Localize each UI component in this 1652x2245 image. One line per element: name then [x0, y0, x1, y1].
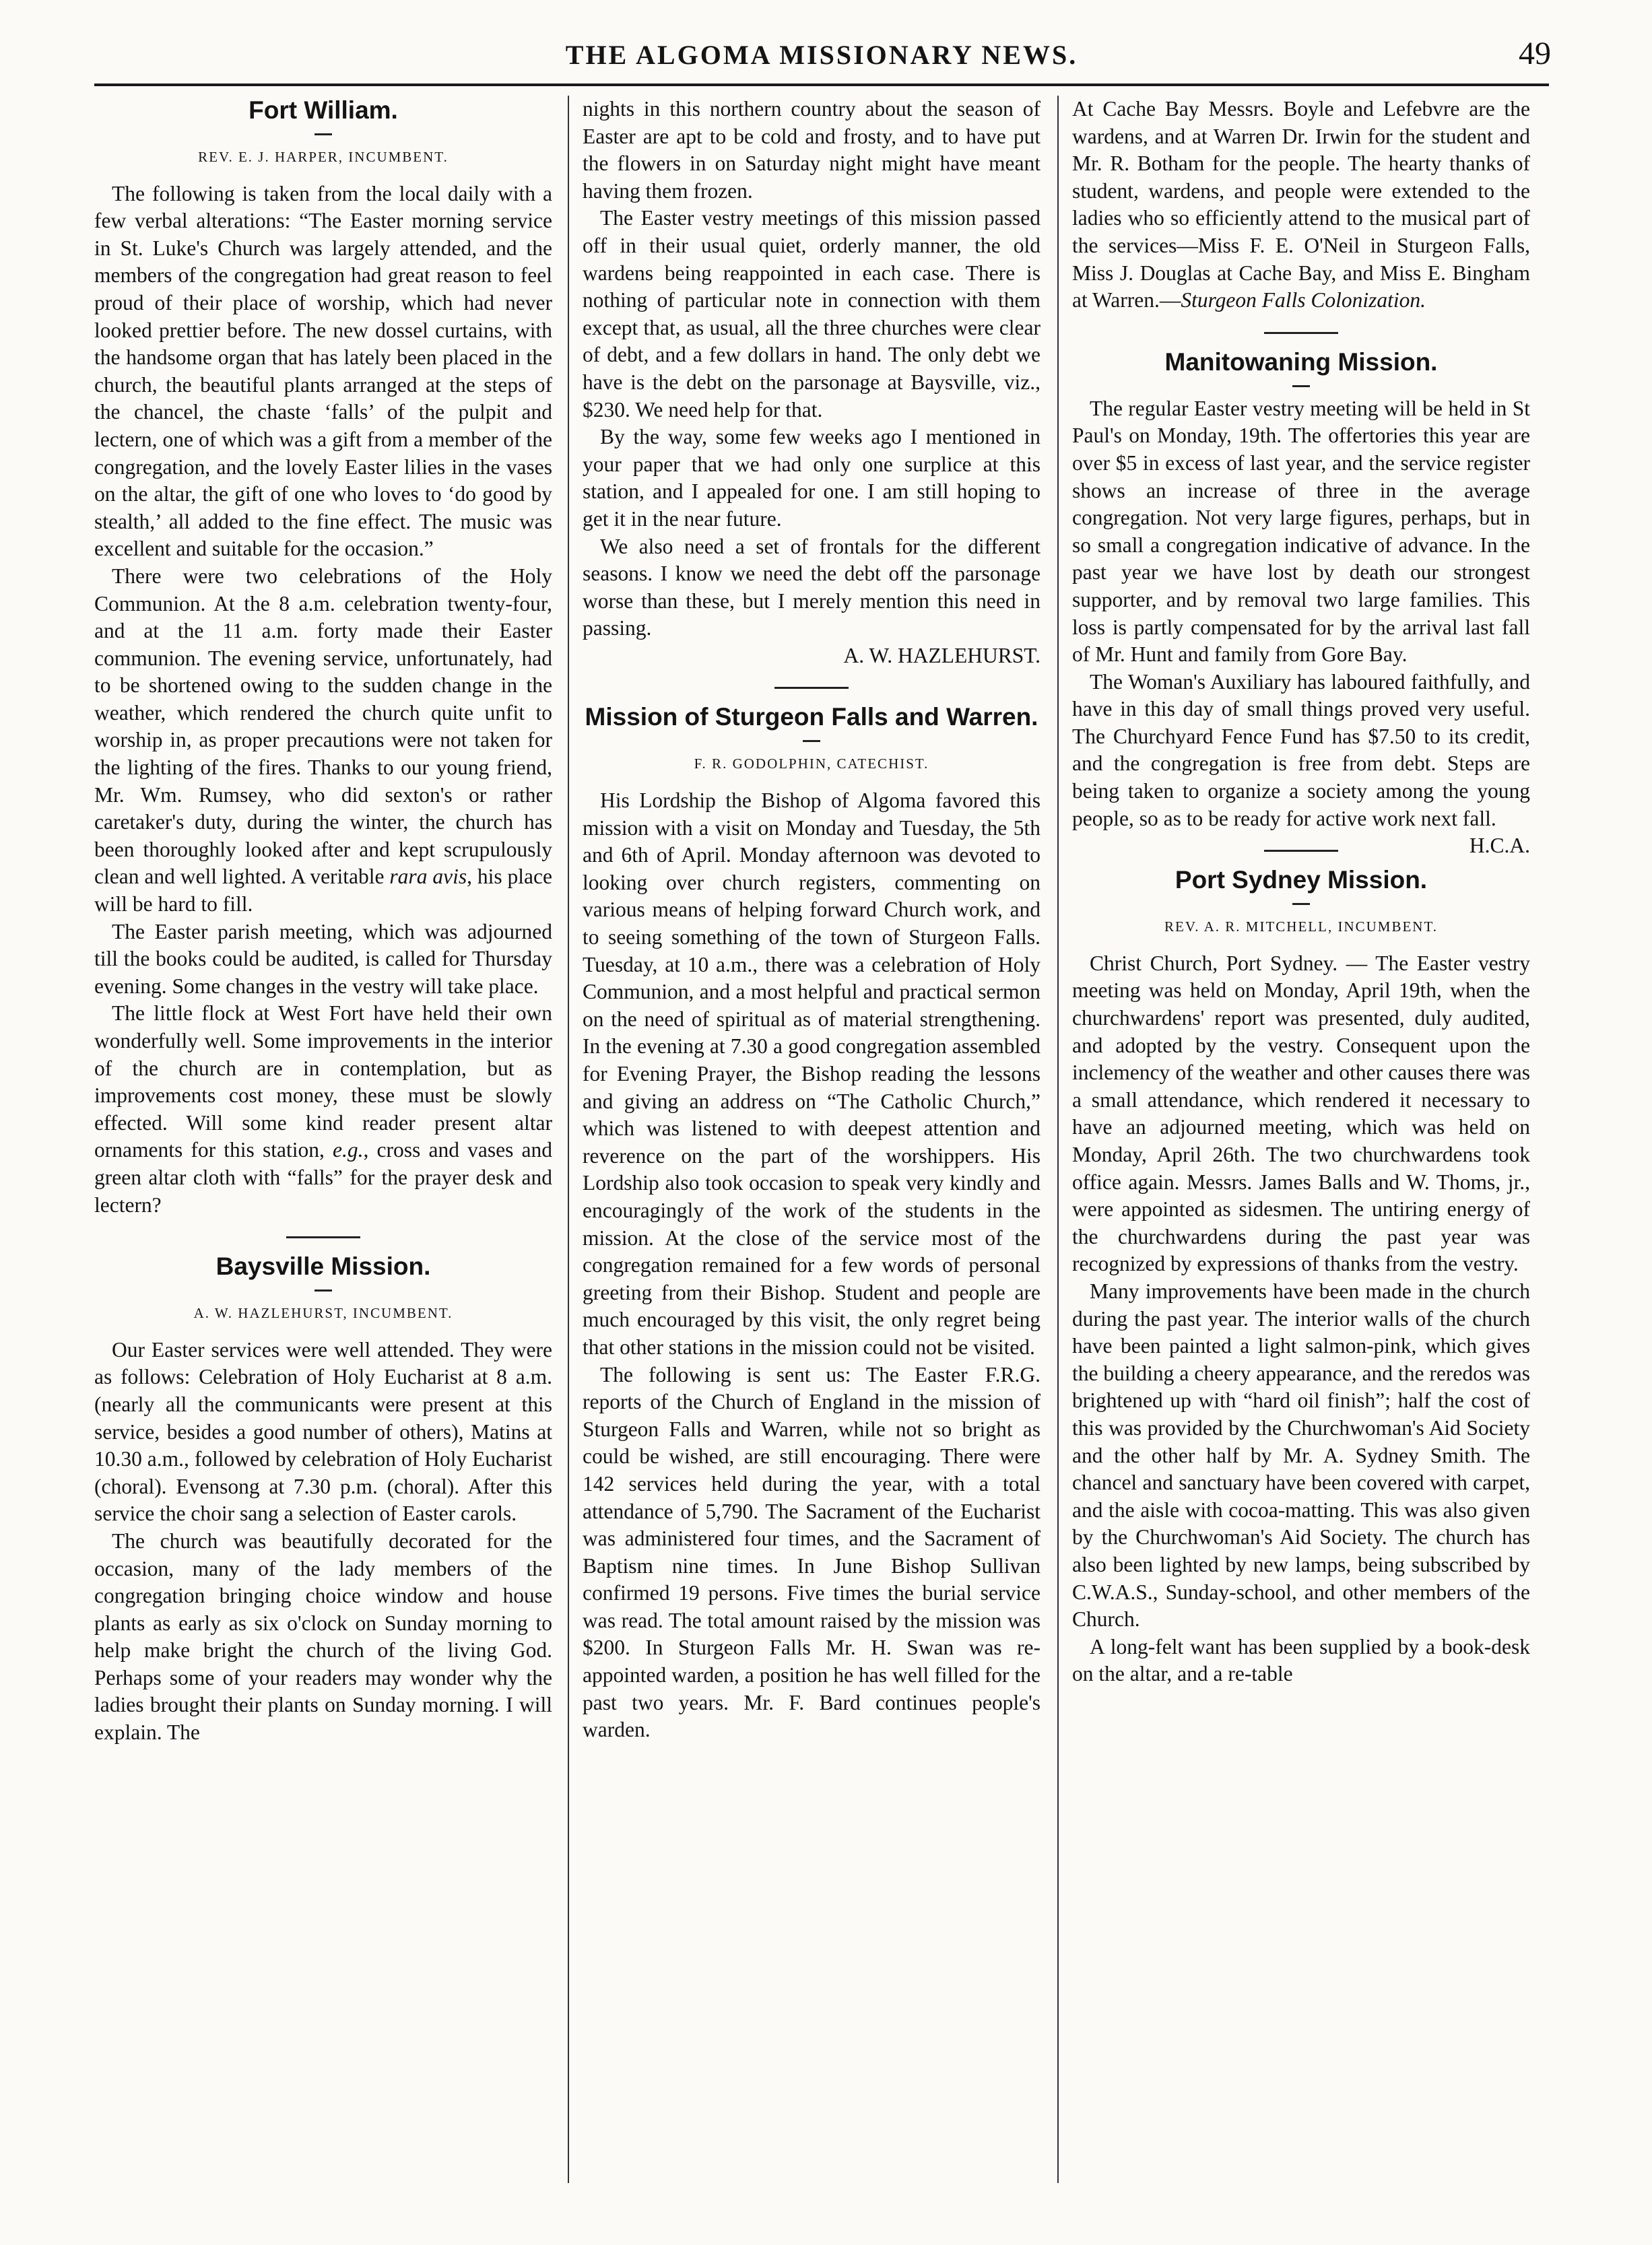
- article-title-port-sydney: Port Sydney Mission.: [1175, 866, 1428, 894]
- section-separator: [774, 687, 849, 689]
- column-3: [1072, 96, 1530, 1688]
- paragraph: The Easter parish meeting, which was adjourned till the books could be audited, is called for Thursday evening. Some changes in the vestry will take place.: [94, 919, 552, 998]
- paragraph: By the way, some few weeks ago I mentioned in your paper that we had only one surplice at this station, and I appealed for one. I am still hoping to get it in the near future.: [583, 425, 1040, 531]
- paragraph: The Easter vestry meetings of this mission passed off in their usual quiet, orderly manner, the old wardens being reappointed in each case. There is nothing of particular note in connection with them except that, as usual, all the three churches were clear of debt, and a few dollars in hand. The only debt we have is the debt on the parsonage at Baysville, viz., $230. We need help for that.: [583, 206, 1040, 422]
- title-dash: [315, 133, 332, 135]
- paragraph: Many improvements have been made in the church during the past year. The interior walls of the church have been painted a light salmon-pink, which gives the building a cheery appearance, and the reredos was brightened up with “hard oil finish”; half the cost of this was provided by the Churchwoman's Aid Society and the other half by Mr. A. Sydney Smith. The chancel and sanctuary have been covered with carpet, and the aisle with cocoa-matting. This was also given by the Churchwoman's Aid Society. The church has also been lighted by new lamps, being subscribed by C.W.A.S., Sunday-school, and other members of the Church.: [1072, 1279, 1530, 1632]
- signature: F.R.G.: [985, 1362, 1040, 1386]
- paragraph-text: , his place will be hard to fill.: [94, 865, 552, 916]
- paragraph-text: At Cache Bay Messrs. Boyle and Lefebvre are the wardens, and at Warren Dr. Irwin for the student and Mr. R. Botham for the people. The hearty thanks of student, wardens, and people were extended to the ladies who so efficiently attend to the musical part of the services—Miss F. E. O'Neil in Sturgeon Falls, Miss J. Douglas at Cache Bay, and Miss E. Bingham at Warren.—: [1072, 97, 1530, 312]
- running-head-title: THE ALGOMA MISSIONARY NEWS.: [565, 40, 1078, 70]
- paragraph-text: The Woman's Auxiliary has laboured faithfully, and have in this day of small things proved very useful. The Churchyard Fence Fund has $7.50 to its credit, and the congregation is free from debt. Steps are being taken to organize a society among the young people, so as to be ready for active work next fall.: [1072, 669, 1530, 830]
- section-separator: [1264, 850, 1338, 852]
- paragraph: [94, 563, 552, 918]
- paragraph: [1072, 669, 1530, 858]
- section-separator: [1264, 332, 1338, 334]
- paragraph: [583, 787, 1040, 1386]
- title-dash: [1292, 385, 1310, 387]
- paragraph-text: There were two celebrations of the Holy Communion. At the 8 a.m. celebration twenty-four, and at the 11 a.m. forty made their Easter communion. The evening service, unfortunately, had to be shortened owing to the sudden change in the weather, which rendered the church quite unfit to worship in, as proper precautions were not taken for the lighting of the fires. Thanks to our young friend, Mr. Wm. Rumsey, who did sexton's or rather caretaker's duty, during the winter, the church has been thoroughly looked after and kept scrupulously clean and well lighted. A veritable: [94, 564, 552, 889]
- paragraph: The church was beautifully decorated for the occasion, many of the lady members of the congregation bringing choice window and house plants as early as six o'clock on Sunday morning to help make bright the church of the living God. Perhaps some of your readers may wonder why the ladies brought their plants on Sunday morning. I will explain. The: [94, 1529, 552, 1745]
- title-dash: [315, 1289, 332, 1292]
- article-title-fort-william: Fort William.: [249, 96, 398, 124]
- signature: H.C.A.: [1469, 834, 1530, 858]
- byline-port-sydney: REV. A. R. MITCHELL, INCUMBENT.: [1164, 918, 1438, 935]
- paragraph: Christ Church, Port Sydney. — The Easter vestry meeting was held on Monday, April 19th, when the churchwardens' report was presented, duly audited, and adopted by the vestry. Consequent upon the inclemency of the weather and other causes there was a small attendance, which rendered it necessary to have an adjourned meeting, which was held on Monday, April 26th. The two churchwardens took office again. Messrs. James Balls and W. Thoms, jr., were appointed as sidesmen. The untiring energy of the churchwardens during the past year was recognized by expressions of thanks from the vestry.: [1072, 951, 1530, 1276]
- paragraph-text: His Lordship the Bishop of Algoma favored this mission with a visit on Monday and Tuesday, the 5th and 6th of April. Monday afternoon was devoted to looking over church registers, commenting on various means of helping forward Church work, and to seeing something of the town of Sturgeon Falls. Tuesday, at 10 a.m., there was a celebration of Holy Communion, and a most helpful and practical sermon on the need of spiritual as of material strengthening. In the evening at 7.30 a good congregation assembled for Evening Prayer, the Bishop reading the lessons and giving an address on “The Catholic Church,” which was listened to with deepest attention and reverence on the part of the worshippers. His Lordship also took occasion to speak very kindly and encouragingly of the work of the students in the mission. At the close of the service most of the congregation remained for a few words of personal greeting from their Bishop. Student and people are much encouraged by this visit, the only regret being that other stations in the mission could not be visited.: [583, 789, 1040, 1359]
- italic-phrase: rara avis: [389, 865, 467, 889]
- byline-fort-william: REV. E. J. HARPER, INCUMBENT.: [198, 149, 449, 165]
- article-title-sturgeon-falls: Mission of Sturgeon Falls and Warren.: [585, 703, 1038, 731]
- paragraph-text: The little flock at West Fort have held their own wonderfully well. Some improvements in the interior of the church are in contemplation, but as improvements cost money, these must be slowly effected. Will some kind reader present altar ornaments for this station,: [94, 1001, 552, 1162]
- header-rule: [94, 83, 1549, 86]
- paragraph: We also need a set of frontals for the different seasons. I know we need the debt off the parsonage worse than these, but I merely mention this need in passing.: [583, 534, 1040, 640]
- paragraph: The regular Easter vestry meeting will be held in St Paul's on Monday, 19th. The offertories this year are over $5 in excess of last year, and the service register shows an increase of three in the average congregation. Not very large figures, perhaps, but in so small a congregation indicative of advance. In the past year we have lost by death our strongest supporter, and by removal two large families. This loss is partly compensated for by the arrival last fall of Mr. Hunt and family from Gore Bay.: [1072, 396, 1530, 667]
- byline-sturgeon-falls: F. R. GODOLPHIN, CATECHIST.: [694, 756, 929, 772]
- paragraph: Our Easter services were well attended. They were as follows: Celebration of Holy Eucharist at 8 a.m. (nearly all the communicants were present at this service, besides a good number of others), Matins at 10.30 a.m., followed by celebration of Holy Eucharist (choral). Evensong at 7.30 p.m. (choral). After this service the choir sang a selection of Easter carols.: [94, 1337, 552, 1526]
- paragraph: [94, 1000, 552, 1219]
- page-number: 49: [1519, 36, 1551, 71]
- paragraph-text: , cross and vases and green altar cloth with “falls” for the prayer desk and lectern?: [94, 1138, 552, 1217]
- source-credit: Sturgeon Falls Colonization.: [1181, 288, 1426, 312]
- column-divider: [568, 96, 569, 2183]
- column-2: [583, 96, 1040, 1744]
- title-dash: [803, 740, 820, 742]
- paragraph: The following is taken from the local daily with a few verbal alterations: “The Easter morning service in St. Luke's Church was largely attended, and the members of the congregation had great reason to feel proud of their place of worship, which had never looked prettier before. The new dossel curtains, with the handsome organ that has lately been placed in the church, the beautiful plants arranged at the steps of the chancel, the chaste ‘falls’ of the pulpit and lectern, one of which was a gift from a member of the congregation, and the lovely Easter lilies in the vases on the altar, the gift of one who loves to ‘do good by stealth,’ all added to the fine effect. The music was excellent and suitable for the occasion.”: [94, 181, 552, 561]
- paragraph: nights in this northern country about the season of Easter are apt to be cold and frosty, and to have put the flowers in on Saturday night might have meant having them frozen.: [583, 97, 1040, 203]
- paragraph: [1072, 96, 1530, 314]
- title-dash: [1292, 903, 1310, 905]
- column-divider: [1057, 96, 1059, 2183]
- signature: A. W. HAZLEHURST.: [843, 643, 1040, 667]
- paragraph: A long-felt want has been supplied by a book-desk on the altar, and a re-table: [1072, 1634, 1530, 1686]
- article-title-baysville: Baysville Mission.: [216, 1252, 431, 1281]
- section-separator: [286, 1236, 360, 1238]
- byline-baysville: A. W. HAZLEHURST, INCUMBENT.: [193, 1305, 453, 1322]
- paragraph: The following is sent us: The Easter reports of the Church of England in the mission of Sturgeon Falls and Warren, while not so bright as could be wished, are still encouraging. There were 142 services held during the year, with a total attendance of 5,790. The Sacrament of the Eucharist was administered four times, and the Sacrament of Baptism nine times. In June Bishop Sullivan confirmed 19 persons. Five times the burial service was read. The total amount raised by the mission was $200. In Sturgeon Falls Mr. H. Swan was re-appointed warden, a position he has well filled for the past two years. Mr. F. Bard continues people's warden.: [583, 1362, 1040, 1742]
- article-title-manitowaning: Manitowaning Mission.: [1164, 347, 1438, 376]
- italic-phrase: e.g.: [333, 1138, 364, 1162]
- column-1: [94, 96, 552, 1747]
